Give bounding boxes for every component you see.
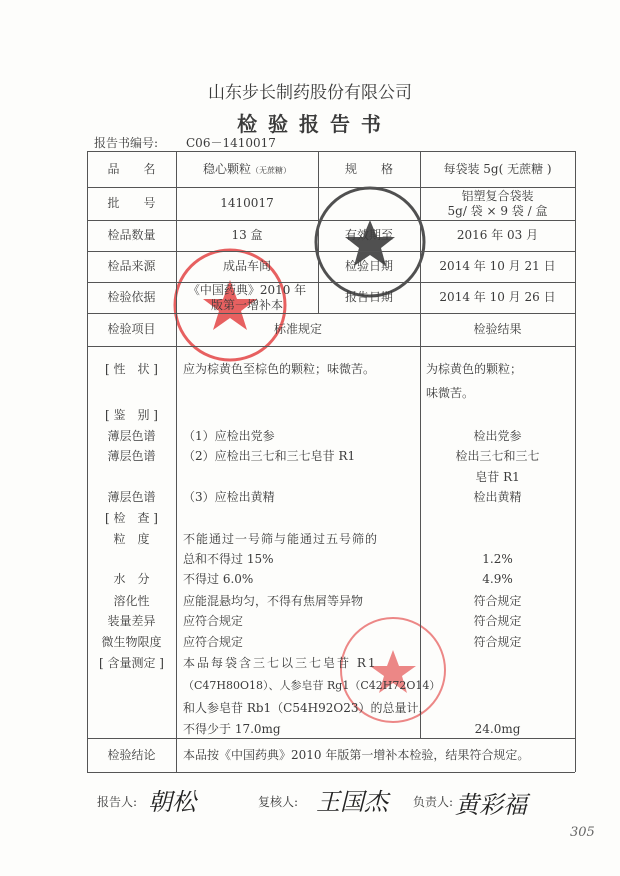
- page-mark: 305: [570, 825, 595, 840]
- standard-text: 和人参皂苷 Rb1（C54H92O23）的总量计，: [183, 701, 431, 715]
- header-item: 检验项目: [107, 322, 156, 336]
- item-label: [ 性 状 ]: [105, 362, 158, 376]
- item-label: [ 检 查 ]: [105, 511, 158, 525]
- source: 成品车间: [222, 259, 271, 273]
- pack-line2: 5g/ 袋 × 9 袋 / 盒: [447, 204, 548, 218]
- reviewer-signature: 王国杰: [316, 788, 388, 816]
- expiry: 2016 年 03 月: [456, 228, 539, 242]
- qty-label: 检品数量: [107, 228, 156, 242]
- item-label: 薄层色谱: [107, 490, 156, 504]
- standard-text: 应符合规定: [183, 635, 244, 649]
- result-text: 检出三七和三七: [455, 449, 540, 463]
- report-date-label: 报告日期: [344, 290, 393, 304]
- header-standard: 标准规定: [273, 322, 322, 336]
- spec-label: 规 格: [344, 162, 393, 176]
- basis-line1: 《中国药典》2010 年: [187, 283, 307, 297]
- reviewer-label: 复核人:: [258, 795, 299, 809]
- standard-text: 应能混悬均匀，不得有焦屑等异物: [183, 594, 364, 608]
- product-name-note: （无蔗糖）: [251, 166, 291, 175]
- company-name: 山东步长制药股份有限公司: [208, 83, 412, 103]
- report-no: C06－1410017: [186, 136, 276, 150]
- sample-date: 2014 年 10 月 21 日: [439, 259, 556, 273]
- item-label: 水 分: [113, 572, 150, 586]
- document-title: 检 验 报 告 书: [237, 112, 383, 136]
- standard-text: 应为棕黄色至棕色的颗粒；味微苦。: [183, 362, 376, 376]
- standard-text: （1）应检出党参: [183, 429, 275, 443]
- source-label: 检品来源: [107, 259, 156, 273]
- basis-line2: 版第一增补本: [210, 298, 283, 312]
- standard-text: 总和不得过 15%: [183, 552, 274, 566]
- item-label: 薄层色谱: [107, 429, 156, 443]
- result-text: 检出黄精: [473, 490, 522, 504]
- manager-label: 负责人:: [413, 795, 454, 809]
- standard-text: 不得少于 17.0mg: [183, 722, 281, 736]
- qty: 13 盒: [231, 228, 263, 242]
- standard-text: 不能通过一号筛与能通过五号筛的: [183, 532, 379, 546]
- result-text: 4.9%: [482, 572, 513, 586]
- result-text: 为棕黄色的颗粒；: [426, 362, 523, 376]
- standard-text: （2）应检出三七和三七皂苷 R1: [183, 449, 356, 463]
- expiry-label: 有效期至: [344, 228, 393, 242]
- standard-text: 应符合规定: [183, 614, 244, 628]
- standard-text: 不得过 6.0%: [183, 572, 254, 586]
- header-result: 检验结果: [473, 322, 522, 336]
- spec: 每袋装 5g( 无蔗糖 ): [443, 162, 552, 176]
- item-label: 薄层色谱: [107, 449, 156, 463]
- result-text: 1.2%: [482, 552, 513, 566]
- item-label: [ 含量测定 ]: [99, 656, 164, 670]
- conclusion-text: 本品按《中国药典》2010 年版第一增补本检验，结果符合规定。: [183, 748, 530, 762]
- standard-text: （3）应检出黄精: [183, 490, 275, 504]
- item-label: 装量差异: [107, 614, 156, 628]
- basis-label: 检验依据: [107, 290, 156, 304]
- pack-line1: 铝塑复合袋装: [461, 189, 534, 203]
- manager-signature: 黄彩福: [455, 791, 527, 819]
- batch: 1410017: [220, 196, 274, 210]
- item-label: 粒 度: [113, 532, 150, 546]
- reporter-label: 报告人:: [97, 795, 138, 809]
- result-text: 符合规定: [473, 614, 522, 628]
- result-text: 24.0mg: [474, 722, 521, 736]
- product-name-text: 稳心颗粒: [202, 162, 251, 176]
- standard-text: 本品每袋含三七以三七皂苷 R1: [183, 656, 378, 670]
- name-label: 品 名: [107, 162, 156, 176]
- result-text: 味微苦。: [426, 386, 475, 400]
- sample-date-label: 检验日期: [344, 259, 393, 273]
- item-label: 溶化性: [113, 594, 150, 608]
- item-label: [ 鉴 别 ]: [105, 408, 158, 422]
- result-text: 符合规定: [473, 635, 522, 649]
- report-no-label: 报告书编号:: [94, 136, 159, 150]
- product-name: [176, 162, 318, 178]
- result-text: 皂苷 R1: [475, 470, 520, 484]
- reporter-signature: 朝松: [148, 788, 196, 816]
- standard-text: （C47H80O18）、人参皂苷 Rg1（C42H72O14）: [183, 679, 441, 692]
- result-text: 检出党参: [473, 429, 522, 443]
- conclusion-label: 检验结论: [107, 748, 156, 762]
- report-date: 2014 年 10 月 26 日: [439, 290, 556, 304]
- item-label: 微生物限度: [101, 635, 162, 649]
- batch-label: 批 号: [107, 196, 156, 210]
- result-text: 符合规定: [473, 594, 522, 608]
